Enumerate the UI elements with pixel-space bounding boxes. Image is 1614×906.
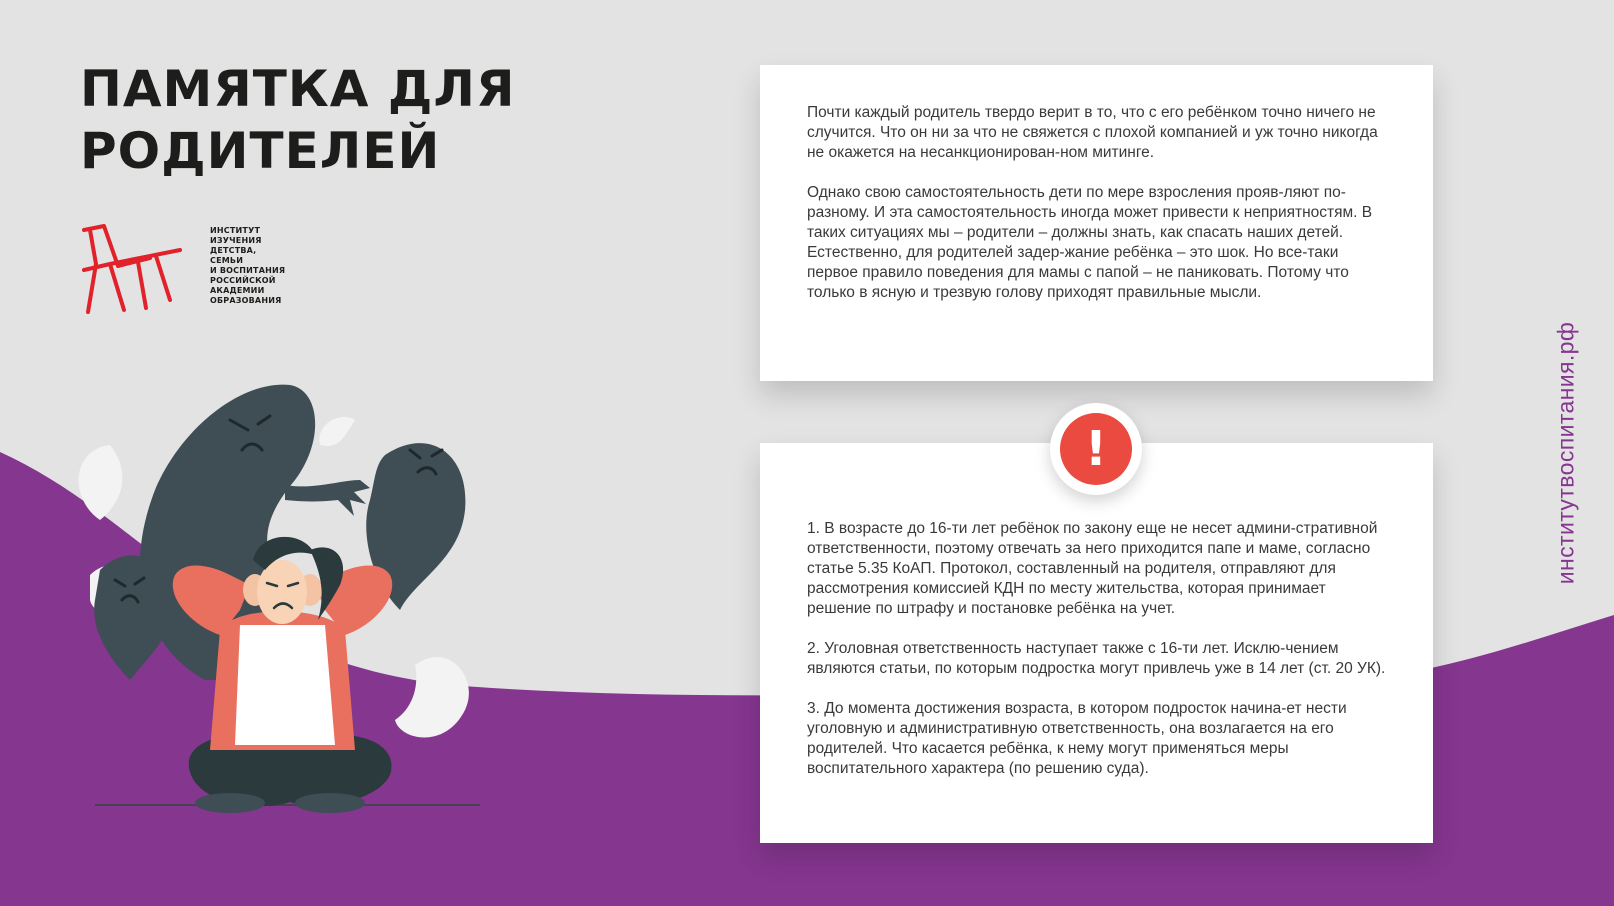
logo-line: ОБРАЗОВАНИЯ	[210, 296, 282, 305]
alert-badge	[1050, 403, 1142, 495]
rule-item: 3. До момента достижения возраста, в котором подросток начина-ет нести уголовную и административную ответственность, она возлагается на его родителей. Что касается ребёнка, к нему могут применяться меры воспитательного характера (по решению суда).	[807, 700, 1347, 777]
logo-line: ИЗУЧЕНИЯ	[210, 236, 262, 245]
logo-line: СЕМЬИ	[210, 256, 244, 265]
title-line-1: ПАМЯТКА ДЛЯ	[80, 60, 516, 118]
logo-line: АКАДЕМИИ	[210, 286, 265, 295]
chair-logo-icon	[80, 224, 190, 314]
logo-line: РОССИЙСКОЙ	[210, 276, 276, 285]
intro-paragraph: Однако свою самостоятельность дети по мере взросления прояв-ляют по-разному. И эта самостоятельность иногда может привести к неприятностям. В таких ситуациях мы – родители – должны знать, как спасать наших детей. Естественно, для родителей задер-жание ребёнка – это шок. Но все-таки первое правило поведения для мамы с папой – не паниковать. Потому что только в ясную и трезвую голову приходят правильные мысли.	[807, 184, 1373, 301]
left-ghost-icon	[94, 555, 175, 680]
intro-paragraph: Почти каждый родитель твердо верит в то, что с его ребёнком точно ничего не случится. Что он ни за что не свяжется с плохой компанией и уж точно никогда не окажется на несанкционирован-ном митинге.	[807, 104, 1378, 161]
title-line-2: РОДИТЕЛЕЙ	[80, 122, 441, 180]
rule-item: 2. Уголовная ответственность наступает также с 16-ти лет. Исклю-чением являются статьи, по которым подростка могут привлечь уже в 14 лет (ст. 20 УК).	[807, 640, 1386, 677]
page-title	[80, 58, 515, 182]
logo-line: ДЕТСТВА,	[210, 246, 257, 255]
logo-line: И ВОСПИТАНИЯ	[210, 266, 286, 275]
anxious-woman-illustration	[70, 380, 510, 860]
logo-line: ИНСТИТУТ	[210, 226, 261, 235]
rule-item: 1. В возрасте до 16-ти лет ребёнок по закону еще не несет админи-стративной ответственности, поэтому отвечать за него приходится папе и маме, согласно статье 5.35 КоАП. Протокол, составленный на родителя, отправляют для рассмотрения комиссией КДН по месту жительства, которая принимает решение по штрафу и постановке ребёнка на учет.	[807, 520, 1378, 617]
website-url: институтвоспитания.рф	[1552, 321, 1579, 585]
institute-name	[210, 226, 285, 306]
intro-card	[760, 65, 1433, 381]
exclamation-icon: !	[1060, 413, 1132, 485]
rules-card	[760, 443, 1433, 843]
